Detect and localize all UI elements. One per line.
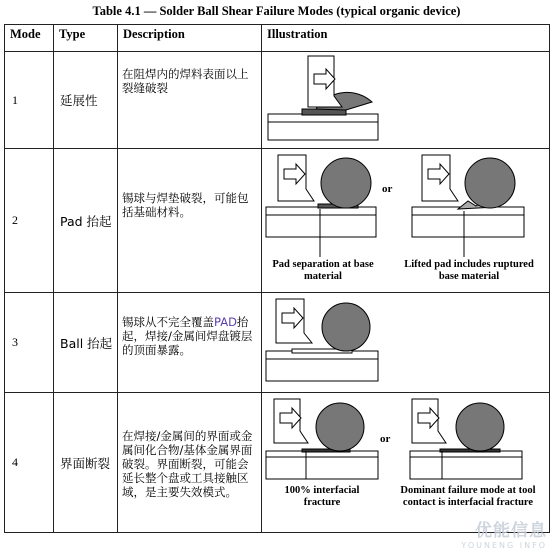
caption-interfacial-fracture: 100% interfacial fracture bbox=[284, 485, 360, 508]
description-cell: 锡球与焊垫破裂，可能包括基础材料。 bbox=[118, 149, 262, 293]
failure-modes-table bbox=[4, 24, 550, 533]
illustration-cell bbox=[262, 149, 550, 293]
mode-cell: 4 bbox=[5, 393, 54, 533]
ductile-failure-illustration bbox=[262, 52, 550, 148]
table-row bbox=[5, 149, 550, 293]
table-row bbox=[5, 52, 550, 149]
type-cell: Pad 抬起 bbox=[54, 149, 118, 293]
illustration-cell bbox=[262, 293, 550, 393]
table-row bbox=[5, 293, 550, 393]
interfacial-fracture-illustration bbox=[262, 393, 550, 533]
description-text: 抬起，焊接/金属间焊盘镀层的顶面暴露。 bbox=[122, 315, 253, 357]
header-mode: Mode bbox=[5, 25, 54, 52]
watermark-logo bbox=[461, 516, 547, 550]
illustration-cell bbox=[262, 52, 550, 149]
header-illustration: Illustration bbox=[262, 25, 550, 52]
illustration-cell bbox=[262, 393, 550, 533]
description-pad-term: PAD bbox=[214, 315, 237, 329]
caption-pad-separation: Pad separation at base material bbox=[272, 259, 374, 282]
mode-cell: 3 bbox=[5, 293, 54, 393]
header-type: Type bbox=[54, 25, 118, 52]
or-label: or bbox=[382, 183, 393, 195]
caption-lifted-pad: Lifted pad includes ruptured base material bbox=[404, 259, 534, 282]
watermark-en: YOUNENG INFO bbox=[461, 541, 547, 550]
header-description: Description bbox=[118, 25, 262, 52]
ball-lift-illustration bbox=[262, 293, 550, 393]
type-cell: Ball 抬起 bbox=[54, 293, 118, 393]
table-row bbox=[5, 393, 550, 533]
type-cell: 延展性 bbox=[54, 52, 118, 149]
description-cell bbox=[118, 293, 262, 393]
header-row bbox=[5, 25, 550, 52]
description-cell: 在阻焊内的焊料表面以上裂缝破裂 bbox=[118, 52, 262, 149]
type-cell: 界面断裂 bbox=[54, 393, 118, 533]
table-title: Table 4.1 — Solder Ball Shear Failure Modes (typical organic device) bbox=[92, 4, 461, 18]
or-label: or bbox=[380, 433, 391, 445]
mode-cell: 1 bbox=[5, 52, 54, 149]
description-text: 锡球从不完全覆盖 bbox=[122, 315, 214, 329]
watermark-cn: 优能信息 bbox=[475, 521, 547, 541]
description-cell: 在焊接/金属间的界面或金属间化合物/基体金属界面破裂。界面断裂，可能会延长整个盘或工具接触区域，是主要失效模式。 bbox=[118, 393, 262, 533]
caption-dominant-failure: Dominant failure mode at tool contact is interfacial fracture bbox=[400, 485, 536, 508]
mode-cell: 2 bbox=[5, 149, 54, 293]
